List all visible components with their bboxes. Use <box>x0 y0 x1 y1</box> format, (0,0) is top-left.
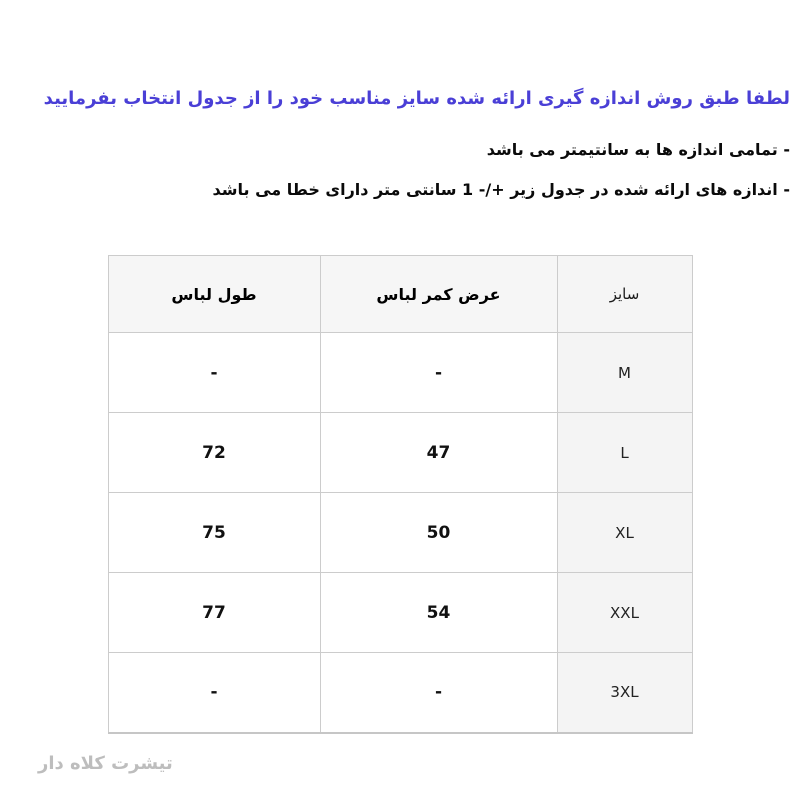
size-table-header <box>108 256 692 333</box>
table-row-3xl <box>108 653 692 733</box>
header-row <box>108 256 692 333</box>
size-table <box>108 255 693 734</box>
waist-value: 50 <box>320 493 557 573</box>
column-header-size: سایز <box>557 256 692 333</box>
table-row-xxl <box>108 573 692 653</box>
waist-value: 54 <box>320 573 557 653</box>
table-row-xl <box>108 493 692 573</box>
table-row-m <box>108 333 692 413</box>
column-header-garment-length: طول لباس <box>108 256 320 333</box>
unit-note: - تمامی اندازه ها به سانتیمتر می باشد <box>486 140 790 159</box>
length-value: 75 <box>108 493 320 573</box>
table-row-l <box>108 413 692 493</box>
length-value: - <box>108 653 320 733</box>
column-header-waist-width: عرض کمر لباس <box>320 256 557 333</box>
product-watermark: تیشرت کلاه دار <box>38 753 173 774</box>
size-label: XL <box>557 493 692 573</box>
size-guide-heading: لطفا طبق روش اندازه گیری ارائه شده سایز مناسب خود را از جدول انتخاب بفرمایید <box>43 88 790 109</box>
length-value: - <box>108 333 320 413</box>
length-value: 72 <box>108 413 320 493</box>
tolerance-note: - اندازه های ارائه شده در جدول زیر +/- 1 سانتی متر دارای خطا می باشد <box>212 180 790 199</box>
size-label: M <box>557 333 692 413</box>
waist-value: - <box>320 333 557 413</box>
size-table-body <box>108 333 692 733</box>
size-label: L <box>557 413 692 493</box>
size-label: XXL <box>557 573 692 653</box>
length-value: 77 <box>108 573 320 653</box>
waist-value: 47 <box>320 413 557 493</box>
size-label: 3XL <box>557 653 692 733</box>
waist-value: - <box>320 653 557 733</box>
